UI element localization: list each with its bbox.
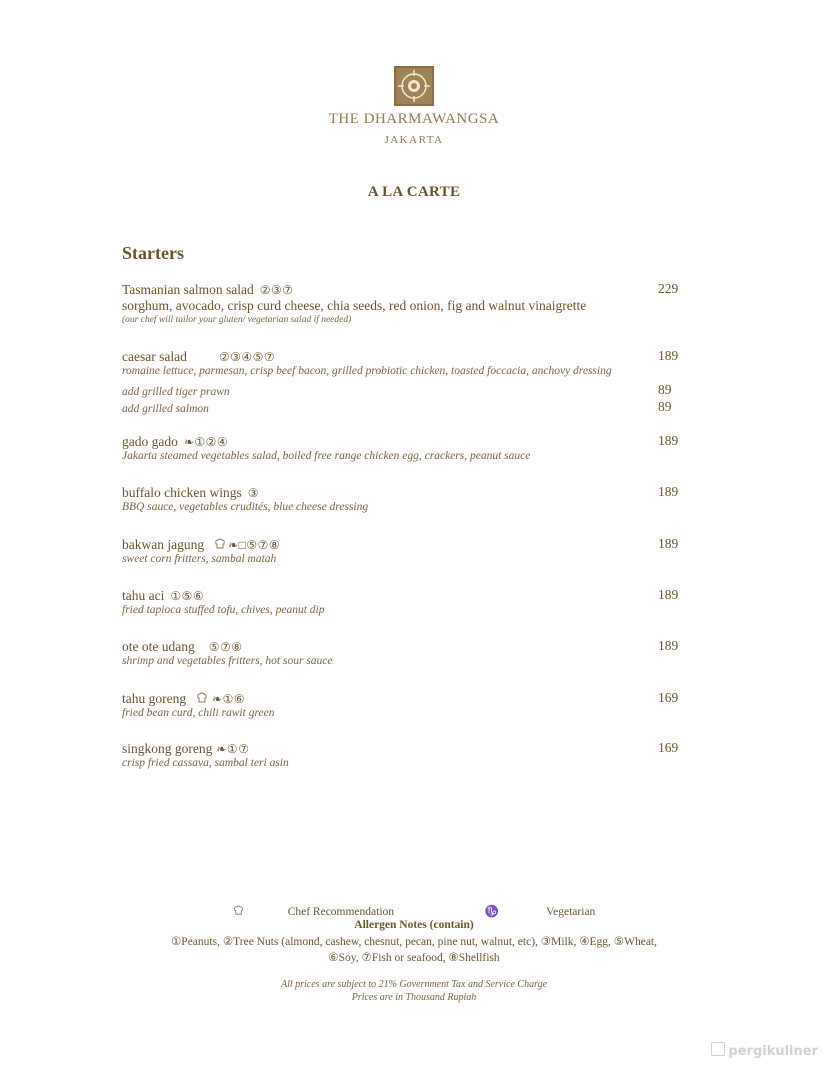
item-name: bakwan jagung bbox=[122, 537, 205, 552]
brand-name: THE DHARMAWANGSA bbox=[328, 111, 500, 127]
allergen-notes-line: ⑥Soy, ⑦Fish or seafood, ⑧Shellfish bbox=[328, 952, 500, 964]
item-allergens: ①⑤⑥ bbox=[170, 589, 205, 603]
menu-item bbox=[122, 433, 682, 467]
item-allergens: ⑤⑦⑧ bbox=[208, 640, 243, 654]
item-description: fried tapioca stuffed tofu, chives, peanut dip bbox=[122, 604, 325, 616]
allergen-notes-line: ①Peanuts, ②Tree Nuts (almond, cashew, chesnut, pecan, pine nut, walnut, etc), ③Milk, ④Egg, ⑤Wheat, bbox=[171, 936, 657, 948]
item-name: tahu goreng bbox=[122, 691, 187, 706]
item-price: 189 bbox=[658, 638, 679, 653]
brand-logo-emblem bbox=[394, 66, 434, 106]
item-allergens: ❧□⑤⑦⑧ bbox=[228, 538, 281, 552]
chef-hat-icon bbox=[233, 905, 244, 916]
item-description: sweet corn fritters, sambal matah bbox=[122, 553, 277, 565]
item-description: sorghum, avocado, crisp curd cheese, chia seeds, red onion, fig and walnut vinaigrette bbox=[122, 298, 587, 313]
legend-vegetarian bbox=[463, 906, 617, 918]
item-price: 229 bbox=[658, 281, 679, 296]
menu-item bbox=[122, 740, 682, 774]
item-price: 189 bbox=[658, 348, 679, 363]
item-name: caesar salad bbox=[122, 349, 187, 364]
menu-item bbox=[122, 484, 682, 518]
menu-item bbox=[122, 281, 682, 332]
watermark-text: pergikuliner bbox=[728, 1044, 818, 1059]
item-allergens: ②③⑦ bbox=[259, 283, 294, 297]
item-price: 189 bbox=[658, 536, 679, 551]
item-price: 189 bbox=[658, 433, 679, 448]
legend-vegetarian-label: Vegetarian bbox=[546, 906, 596, 918]
item-allergens: ②③④⑤⑦ bbox=[218, 350, 276, 364]
item-name: buffalo chicken wings bbox=[122, 485, 242, 500]
menu-item bbox=[122, 348, 682, 416]
addon-price: 89 bbox=[658, 382, 672, 397]
item-note: (our chef will tailor your gluten/ vegetarian salad if needed) bbox=[122, 315, 352, 325]
item-description: BBQ sauce, vegetables crudités, blue cheese dressing bbox=[122, 501, 369, 513]
legend bbox=[0, 904, 828, 918]
item-description: Jakarta steamed vegetables salad, boiled free range chicken egg, crackers, peanut sauce bbox=[122, 450, 531, 462]
item-description: shrimp and vegetables fritters, hot sour sauce bbox=[122, 655, 333, 667]
item-description: fried bean curd, chili rawit green bbox=[122, 707, 275, 719]
menu-item bbox=[122, 587, 682, 621]
brand-city: JAKARTA bbox=[384, 134, 444, 146]
item-price: 189 bbox=[658, 587, 679, 602]
allergen-notes-title: Allergen Notes (contain) bbox=[354, 919, 474, 931]
price-notes bbox=[0, 978, 828, 1004]
chef-hat-icon bbox=[214, 537, 226, 549]
item-name: tahu aci bbox=[122, 588, 165, 603]
legend-chef bbox=[211, 906, 419, 918]
item-name: gado gado bbox=[122, 434, 178, 449]
legend-chef-label: Chef Recommendation bbox=[287, 906, 395, 918]
item-allergens: ③ bbox=[247, 486, 259, 500]
item-price: 169 bbox=[658, 740, 679, 755]
chef-hat-icon bbox=[196, 691, 208, 703]
item-name: ote ote udang bbox=[122, 639, 195, 654]
menu-item bbox=[122, 638, 682, 672]
addon-label: add grilled salmon bbox=[122, 403, 209, 415]
item-description: romaine lettuce, parmesan, crisp beef bacon, grilled probiotic chicken, toasted foccacia, anchovy dressing bbox=[122, 365, 612, 377]
item-name: Tasmanian salmon salad bbox=[122, 282, 254, 297]
item-description: crisp fried cassava, sambal teri asin bbox=[122, 757, 289, 769]
vegetarian-icon: ♑ bbox=[484, 906, 500, 918]
item-allergens: ❧①⑥ bbox=[212, 692, 246, 706]
section-title: Starters bbox=[122, 243, 184, 263]
item-price: 169 bbox=[658, 690, 679, 705]
item-price: 189 bbox=[658, 484, 679, 499]
price-note-line: Prices are in Thousand Rupiah bbox=[351, 992, 477, 1003]
price-note-line: All prices are subject to 21% Government Tax and Service Charge bbox=[280, 979, 548, 990]
addon-label: add grilled tiger prawn bbox=[122, 386, 230, 398]
addon-price: 89 bbox=[658, 399, 672, 414]
menu-title: A LA CARTE bbox=[367, 184, 461, 200]
menu-item bbox=[122, 536, 682, 570]
allergen-notes-list bbox=[0, 934, 828, 966]
watermark-icon bbox=[711, 1042, 725, 1056]
watermark bbox=[711, 1042, 818, 1059]
item-allergens: ❧①②④ bbox=[183, 435, 229, 449]
item-name: singkong goreng bbox=[122, 741, 213, 756]
item-allergens: ❧①⑦ bbox=[216, 742, 250, 756]
menu-item bbox=[122, 690, 682, 724]
